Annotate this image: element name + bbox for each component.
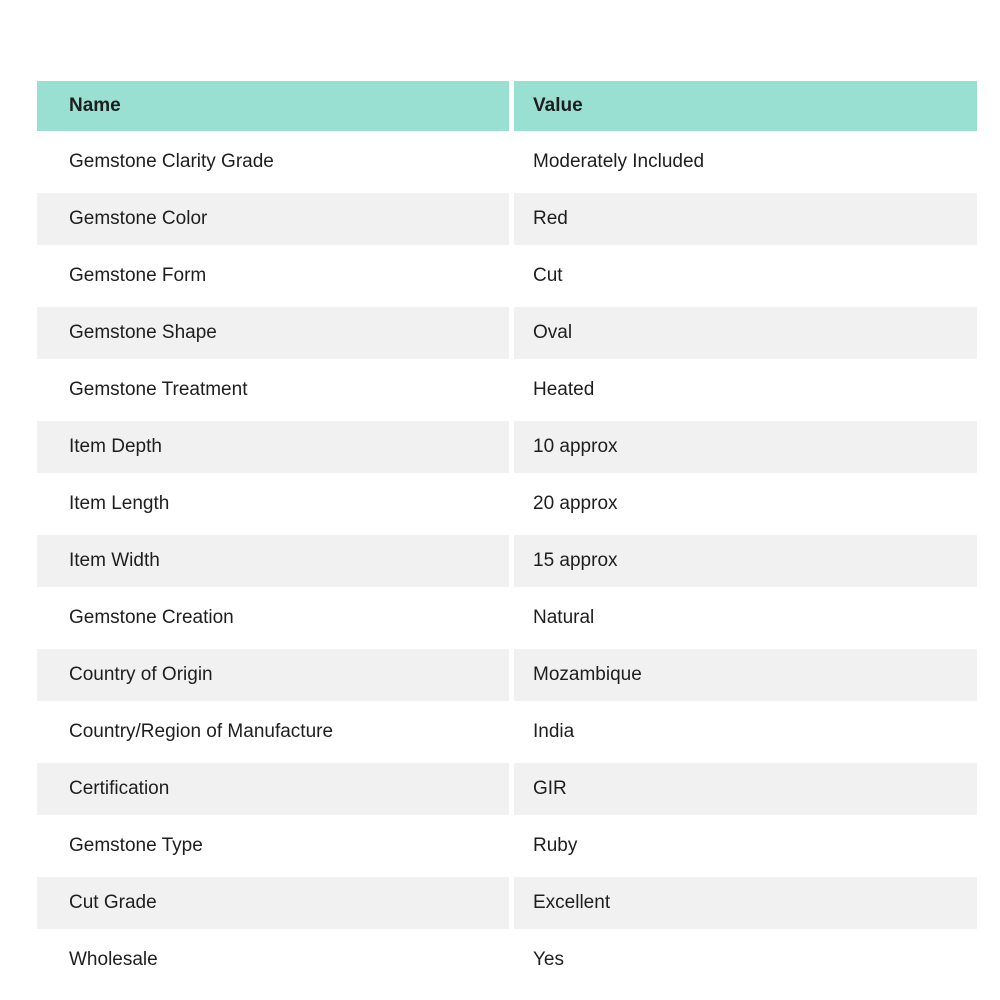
table-row	[37, 307, 977, 359]
spec-name-cell: Country/Region of Manufacture	[37, 706, 509, 758]
table-row	[37, 136, 977, 188]
table-row	[37, 535, 977, 587]
spec-name-cell: Gemstone Type	[37, 820, 509, 872]
table-row	[37, 193, 977, 245]
table-row	[37, 478, 977, 530]
spec-name-cell: Gemstone Shape	[37, 307, 509, 359]
spec-name-cell: Certification	[37, 763, 509, 815]
table-row	[37, 706, 977, 758]
spec-value-cell: 15 approx	[514, 535, 977, 587]
table-row	[37, 934, 977, 986]
item-specifics-table	[32, 76, 982, 991]
spec-name-cell: Gemstone Clarity Grade	[37, 136, 509, 188]
table-row	[37, 877, 977, 929]
table-row	[37, 421, 977, 473]
spec-name-cell: Wholesale	[37, 934, 509, 986]
table-body	[37, 136, 977, 986]
spec-value-cell: Cut	[514, 250, 977, 302]
spec-value-cell: Red	[514, 193, 977, 245]
spec-name-cell: Country of Origin	[37, 649, 509, 701]
spec-value-cell: Excellent	[514, 877, 977, 929]
spec-value-cell: Mozambique	[514, 649, 977, 701]
table-row	[37, 763, 977, 815]
header-row	[37, 81, 977, 131]
spec-value-cell: Oval	[514, 307, 977, 359]
spec-name-cell: Item Depth	[37, 421, 509, 473]
spec-name-cell: Item Length	[37, 478, 509, 530]
table-row	[37, 649, 977, 701]
spec-value-cell: Yes	[514, 934, 977, 986]
value-column-header: Value	[514, 81, 977, 131]
spec-name-cell: Gemstone Color	[37, 193, 509, 245]
spec-value-cell: 20 approx	[514, 478, 977, 530]
table-row	[37, 250, 977, 302]
spec-value-cell: Heated	[514, 364, 977, 416]
spec-name-cell: Gemstone Treatment	[37, 364, 509, 416]
spec-name-cell: Item Width	[37, 535, 509, 587]
spec-value-cell: India	[514, 706, 977, 758]
spec-name-cell: Cut Grade	[37, 877, 509, 929]
spec-value-cell: GIR	[514, 763, 977, 815]
spec-value-cell: Ruby	[514, 820, 977, 872]
spec-value-cell: Natural	[514, 592, 977, 644]
spec-value-cell: 10 approx	[514, 421, 977, 473]
spec-value-cell: Moderately Included	[514, 136, 977, 188]
name-column-header: Name	[37, 81, 509, 131]
spec-name-cell: Gemstone Form	[37, 250, 509, 302]
table-row	[37, 364, 977, 416]
spec-name-cell: Gemstone Creation	[37, 592, 509, 644]
table-row	[37, 820, 977, 872]
table-row	[37, 592, 977, 644]
table-header	[37, 81, 977, 131]
